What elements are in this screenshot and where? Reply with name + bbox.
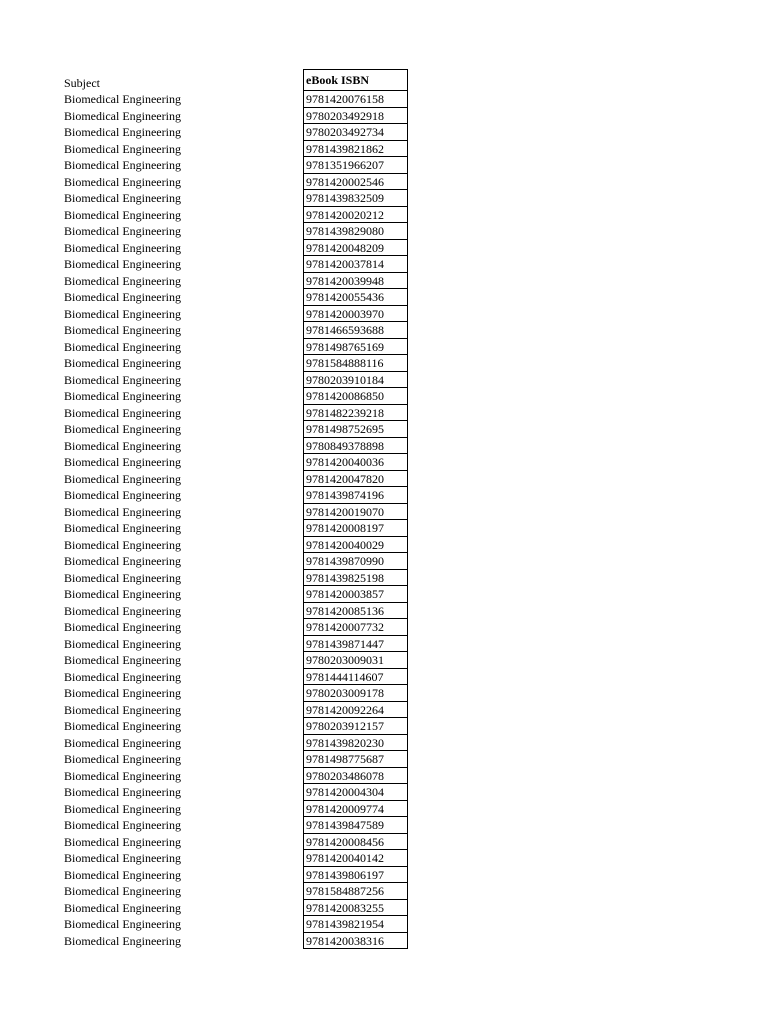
isbn-cell: 9781420003970	[303, 306, 408, 323]
isbn-cell: 9781420040036	[303, 454, 408, 471]
table-row	[0, 751, 768, 768]
subject-cell: Biomedical Engineering	[64, 554, 181, 568]
isbn-cell: 9781420003857	[303, 586, 408, 603]
table-row	[0, 685, 768, 702]
isbn-cell: 9781439821954	[303, 916, 408, 933]
isbn-cell: 9780203912157	[303, 718, 408, 735]
isbn-cell: 9781498752695	[303, 421, 408, 438]
table-row	[0, 91, 768, 108]
subject-cell: Biomedical Engineering	[64, 933, 181, 948]
table-row	[0, 487, 768, 504]
table-row	[0, 718, 768, 735]
table-row	[0, 784, 768, 801]
subject-cell: Biomedical Engineering	[64, 768, 181, 783]
subject-cell: Biomedical Engineering	[64, 702, 181, 717]
isbn-cell: 9781420048209	[303, 240, 408, 257]
isbn-column-header: eBook ISBN	[303, 69, 408, 91]
subject-cell: Biomedical Engineering	[64, 851, 181, 865]
subject-cell: Biomedical Engineering	[64, 174, 181, 189]
subject-cell: Biomedical Engineering	[64, 620, 181, 634]
table-row	[0, 702, 768, 719]
isbn-cell: 9781420076158	[303, 91, 408, 108]
subject-cell: Biomedical Engineering	[64, 191, 181, 205]
isbn-cell: 9781420047820	[303, 471, 408, 488]
subject-cell: Biomedical Engineering	[64, 240, 181, 255]
table-row	[0, 867, 768, 884]
table-row	[0, 520, 768, 537]
subject-cell: Biomedical Engineering	[64, 719, 181, 733]
table-row	[0, 190, 768, 207]
subject-cell: Biomedical Engineering	[64, 471, 181, 486]
table-row	[0, 900, 768, 917]
table-row	[0, 289, 768, 306]
subject-cell: Biomedical Engineering	[64, 372, 181, 387]
isbn-cell: 9781420038316	[303, 933, 408, 950]
table-row	[0, 240, 768, 257]
subject-cell: Biomedical Engineering	[64, 636, 181, 651]
isbn-cell: 9781439825198	[303, 570, 408, 587]
table-row	[0, 355, 768, 372]
isbn-cell: 9781439829080	[303, 223, 408, 240]
table-row	[0, 273, 768, 290]
isbn-cell: 9781444114607	[303, 669, 408, 686]
subject-cell: Biomedical Engineering	[64, 257, 181, 271]
table-row	[0, 438, 768, 455]
subject-cell: Biomedical Engineering	[64, 818, 181, 832]
isbn-cell: 9781420086850	[303, 388, 408, 405]
subject-cell: Biomedical Engineering	[64, 455, 181, 469]
subject-cell: Biomedical Engineering	[64, 141, 181, 156]
subject-column-header: Subject	[64, 76, 100, 90]
isbn-cell: 9781439871447	[303, 636, 408, 653]
table-row	[0, 421, 768, 438]
isbn-cell: 9781439832509	[303, 190, 408, 207]
subject-cell: Biomedical Engineering	[64, 686, 181, 700]
subject-cell: Biomedical Engineering	[64, 653, 181, 667]
isbn-cell: 9781420002546	[303, 174, 408, 191]
table-row	[0, 636, 768, 653]
subject-cell: Biomedical Engineering	[64, 834, 181, 849]
table-row	[0, 933, 768, 950]
table-row	[0, 834, 768, 851]
isbn-cell: 9780203009178	[303, 685, 408, 702]
subject-cell: Biomedical Engineering	[64, 603, 181, 618]
isbn-cell: 9781420040142	[303, 850, 408, 867]
isbn-cell: 9781466593688	[303, 322, 408, 339]
isbn-cell: 9781420039948	[303, 273, 408, 290]
isbn-cell: 9781498765169	[303, 339, 408, 356]
subject-cell: Biomedical Engineering	[64, 801, 181, 816]
isbn-cell: 9781439820230	[303, 735, 408, 752]
isbn-cell: 9781439874196	[303, 487, 408, 504]
table-row	[0, 207, 768, 224]
table-row	[0, 141, 768, 158]
isbn-cell: 9780849378898	[303, 438, 408, 455]
isbn-cell: 9781439821862	[303, 141, 408, 158]
subject-cell: Biomedical Engineering	[64, 422, 181, 436]
table-row	[0, 586, 768, 603]
subject-cell: Biomedical Engineering	[64, 224, 181, 238]
subject-cell: Biomedical Engineering	[64, 339, 181, 354]
isbn-cell: 9780203492734	[303, 124, 408, 141]
table-row	[0, 504, 768, 521]
isbn-cell: 9780203910184	[303, 372, 408, 389]
subject-cell: Biomedical Engineering	[64, 273, 181, 288]
subject-cell: Biomedical Engineering	[64, 389, 181, 403]
isbn-cell: 9781420019070	[303, 504, 408, 521]
subject-cell: Biomedical Engineering	[64, 504, 181, 519]
isbn-cell: 9781420037814	[303, 256, 408, 273]
table-row	[0, 603, 768, 620]
subject-cell: Biomedical Engineering	[64, 323, 181, 337]
subject-cell: Biomedical Engineering	[64, 735, 181, 750]
isbn-cell: 9781420055436	[303, 289, 408, 306]
isbn-cell: 9781439847589	[303, 817, 408, 834]
table-row	[0, 124, 768, 141]
table-row	[0, 652, 768, 669]
subject-cell: Biomedical Engineering	[64, 867, 181, 882]
isbn-cell: 9781584888116	[303, 355, 408, 372]
subject-cell: Biomedical Engineering	[64, 570, 181, 585]
table-row	[0, 735, 768, 752]
table-row	[0, 801, 768, 818]
isbn-cell: 9781584887256	[303, 883, 408, 900]
isbn-cell: 9781439806197	[303, 867, 408, 884]
subject-cell: Biomedical Engineering	[64, 306, 181, 321]
table-row	[0, 768, 768, 785]
table-row	[0, 817, 768, 834]
subject-cell: Biomedical Engineering	[64, 356, 181, 370]
table-row	[0, 471, 768, 488]
table-row	[0, 322, 768, 339]
table-row	[0, 916, 768, 933]
subject-cell: Biomedical Engineering	[64, 669, 181, 684]
isbn-cell: 9780203492918	[303, 108, 408, 125]
isbn-cell: 9780203486078	[303, 768, 408, 785]
isbn-cell: 9781439870990	[303, 553, 408, 570]
isbn-cell: 9781420040029	[303, 537, 408, 554]
table-row	[0, 553, 768, 570]
subject-cell: Biomedical Engineering	[64, 917, 181, 931]
isbn-cell: 9781420020212	[303, 207, 408, 224]
table-row	[0, 174, 768, 191]
subject-cell: Biomedical Engineering	[64, 108, 181, 123]
subject-cell: Biomedical Engineering	[64, 290, 181, 304]
table-row	[0, 669, 768, 686]
isbn-cell: 9781420008197	[303, 520, 408, 537]
subject-cell: Biomedical Engineering	[64, 92, 181, 106]
isbn-cell: 9781420009774	[303, 801, 408, 818]
table-row	[0, 372, 768, 389]
subject-cell: Biomedical Engineering	[64, 884, 181, 898]
subject-cell: Biomedical Engineering	[64, 438, 181, 453]
subject-cell: Biomedical Engineering	[64, 537, 181, 552]
isbn-cell: 9781420008456	[303, 834, 408, 851]
table-row	[0, 405, 768, 422]
table-row	[0, 454, 768, 471]
subject-cell: Biomedical Engineering	[64, 752, 181, 766]
isbn-cell: 9781351966207	[303, 157, 408, 174]
subject-cell: Biomedical Engineering	[64, 488, 181, 502]
table-row	[0, 537, 768, 554]
table-row	[0, 108, 768, 125]
isbn-cell: 9781420007732	[303, 619, 408, 636]
isbn-cell: 9781420083255	[303, 900, 408, 917]
subject-cell: Biomedical Engineering	[64, 587, 181, 601]
subject-cell: Biomedical Engineering	[64, 207, 181, 222]
table-row	[0, 619, 768, 636]
isbn-cell: 9781420004304	[303, 784, 408, 801]
table-row	[0, 570, 768, 587]
table-row	[0, 883, 768, 900]
table-row	[0, 223, 768, 240]
table-header-row	[0, 69, 768, 91]
subject-cell: Biomedical Engineering	[64, 521, 181, 535]
isbn-cell: 9780203009031	[303, 652, 408, 669]
table-row	[0, 850, 768, 867]
isbn-cell: 9781482239218	[303, 405, 408, 422]
table-row	[0, 388, 768, 405]
subject-cell: Biomedical Engineering	[64, 405, 181, 420]
subject-cell: Biomedical Engineering	[64, 785, 181, 799]
table-row	[0, 339, 768, 356]
isbn-cell: 9781420085136	[303, 603, 408, 620]
table-body	[0, 91, 768, 949]
table-row	[0, 157, 768, 174]
isbn-table	[0, 69, 768, 949]
table-row	[0, 306, 768, 323]
subject-cell: Biomedical Engineering	[64, 900, 181, 915]
subject-cell: Biomedical Engineering	[64, 158, 181, 172]
isbn-cell: 9781420092264	[303, 702, 408, 719]
subject-cell: Biomedical Engineering	[64, 125, 181, 139]
table-row	[0, 256, 768, 273]
isbn-cell: 9781498775687	[303, 751, 408, 768]
